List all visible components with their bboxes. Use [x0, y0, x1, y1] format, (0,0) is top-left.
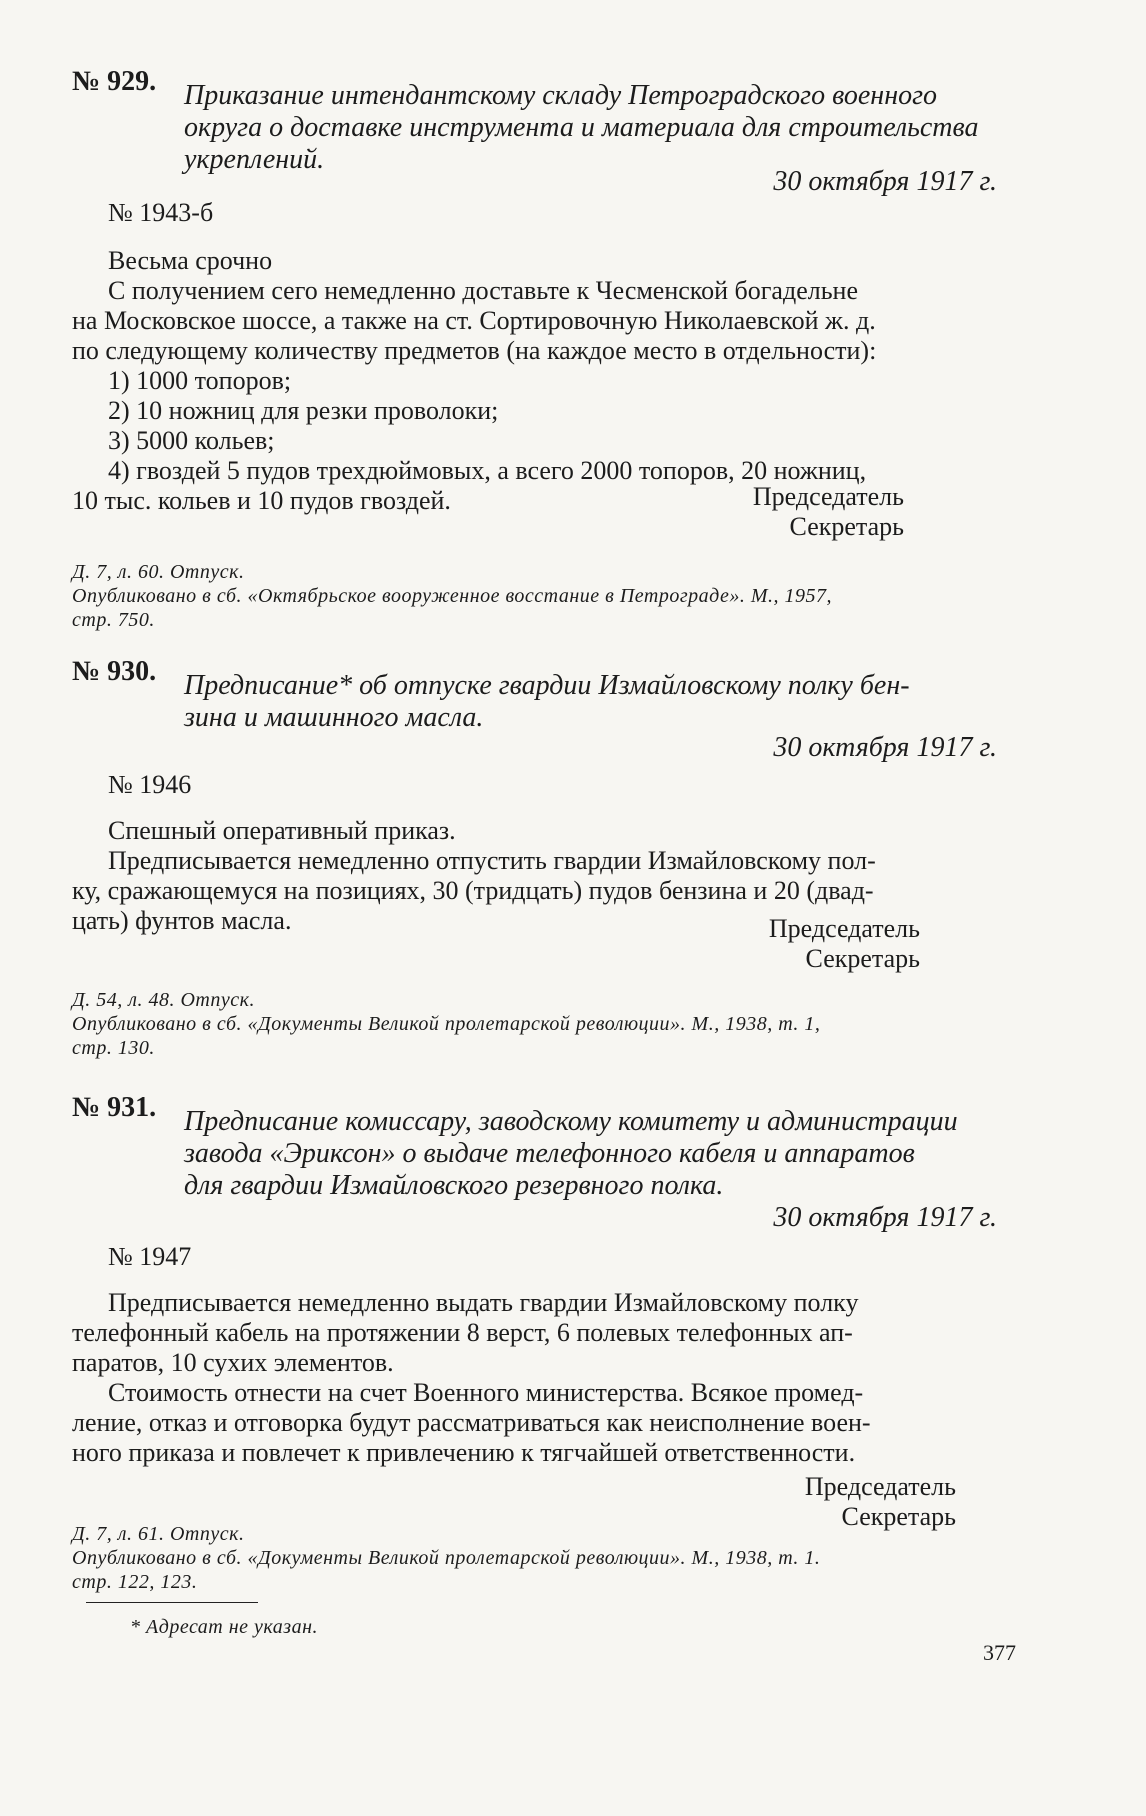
- document-date: 30 октября 1917 г.: [773, 732, 997, 763]
- body-line: 10 тыс. кольев и 10 пудов гвоздей.: [72, 486, 451, 515]
- title-line: укреплений.: [184, 144, 325, 175]
- source-line: Опубликовано в сб. «Документы Великой пролетарской революции». М., 1938, т. 1,: [72, 1013, 821, 1035]
- title-line: округа о доставке инструмента и материала для строительства: [184, 112, 979, 143]
- body-line: паратов, 10 сухих элементов.: [72, 1348, 394, 1377]
- footnote: * Адресат не указан.: [130, 1616, 319, 1638]
- signature-secretary: Секретарь: [841, 1502, 956, 1531]
- document-body: [72, 1288, 1002, 1468]
- source-reference: [72, 988, 1012, 1060]
- list-item: 3) 5000 кольев;: [108, 426, 275, 455]
- signature-chairman: Председатель: [804, 1472, 956, 1501]
- source-line: Д. 54, л. 48. Отпуск.: [72, 989, 255, 1011]
- registration-number: № 1947: [108, 1242, 192, 1271]
- document-number: № 929.: [72, 66, 157, 97]
- body-line: Весьма срочно: [108, 246, 273, 275]
- title-line: зина и машинного масла.: [184, 702, 484, 733]
- document-930: [72, 656, 1012, 1076]
- body-line: по следующему количеству предметов (на каждое место в отдельности):: [72, 336, 877, 365]
- body-line: Предписывается немедленно отпустить гвардии Измайловскому пол-: [108, 846, 876, 875]
- document-date: 30 октября 1917 г.: [773, 1202, 997, 1233]
- document-number: № 930.: [72, 656, 157, 687]
- source-reference: [72, 1522, 1032, 1594]
- source-line: Д. 7, л. 61. Отпуск.: [72, 1523, 245, 1545]
- signature-secretary: Секретарь: [805, 944, 920, 973]
- footnote-divider: [86, 1602, 258, 1603]
- body-line: ного приказа и повлечет к привлечению к тягчайшей ответственности.: [72, 1438, 856, 1467]
- body-line: Предписывается немедленно выдать гвардии Измайловскому полку: [108, 1288, 859, 1317]
- body-line: Стоимость отнести на счет Военного министерства. Всякое промед-: [108, 1378, 864, 1407]
- body-line: телефонный кабель на протяжении 8 верст, 6 полевых телефонных ап-: [72, 1318, 853, 1347]
- page-number: 377: [983, 1640, 1016, 1665]
- document-body: [72, 246, 1002, 516]
- body-line: Спешный оперативный приказ.: [108, 816, 456, 845]
- signature-chairman: Председатель: [752, 482, 904, 511]
- document-931: [72, 1092, 1012, 1592]
- document-title: [184, 80, 1004, 176]
- title-line: Предписание комиссару, заводскому комитету и администрации: [184, 1106, 958, 1137]
- title-line: Приказание интендантскому складу Петроградского военного: [184, 80, 938, 111]
- body-line: ку, сражающемуся на позициях, 30 (тридцать) пудов бензина и 20 (двад-: [72, 876, 874, 905]
- document-number: № 931.: [72, 1092, 157, 1123]
- body-line: цать) фунтов масла.: [72, 906, 292, 935]
- title-line: Предписание* об отпуске гвардии Измайловскому полку бен-: [184, 670, 910, 701]
- signature-secretary: Секретарь: [789, 512, 904, 541]
- body-line: С получением сего немедленно доставьте к Чесменской богадельне: [108, 276, 859, 305]
- list-item: 1) 1000 топоров;: [108, 366, 292, 395]
- body-line: ление, отказ и отговорка будут рассматриваться как неисполнение воен-: [72, 1408, 871, 1437]
- document-title: [184, 670, 1004, 734]
- body-line: на Московское шоссе, а также на ст. Сортировочную Николаевской ж. д.: [72, 306, 876, 335]
- registration-number: № 1943-б: [108, 198, 214, 227]
- title-line: для гвардии Измайловского резервного полка.: [184, 1170, 724, 1201]
- document-date: 30 октября 1917 г.: [773, 166, 997, 197]
- document-title: [184, 1106, 1004, 1202]
- source-reference: [72, 560, 1012, 632]
- source-line: Опубликовано в сб. «Октябрьское вооруженное восстание в Петрограде». М., 1957,: [72, 585, 833, 607]
- title-line: завода «Эриксон» о выдаче телефонного кабеля и аппаратов: [184, 1138, 915, 1169]
- registration-number: № 1946: [108, 770, 192, 799]
- list-item: 4) гвоздей 5 пудов трехдюймовых, а всего 2000 топоров, 20 ножниц,: [108, 456, 867, 485]
- source-line: стр. 122, 123.: [72, 1571, 198, 1593]
- source-line: стр. 750.: [72, 609, 155, 631]
- source-line: стр. 130.: [72, 1037, 155, 1059]
- signature-chairman: Председатель: [768, 914, 920, 943]
- list-item: 2) 10 ножниц для резки проволоки;: [108, 396, 499, 425]
- document-929: [72, 62, 1012, 632]
- source-line: Д. 7, л. 60. Отпуск.: [72, 561, 245, 583]
- source-line: Опубликовано в сб. «Документы Великой пролетарской революции». М., 1938, т. 1.: [72, 1547, 821, 1569]
